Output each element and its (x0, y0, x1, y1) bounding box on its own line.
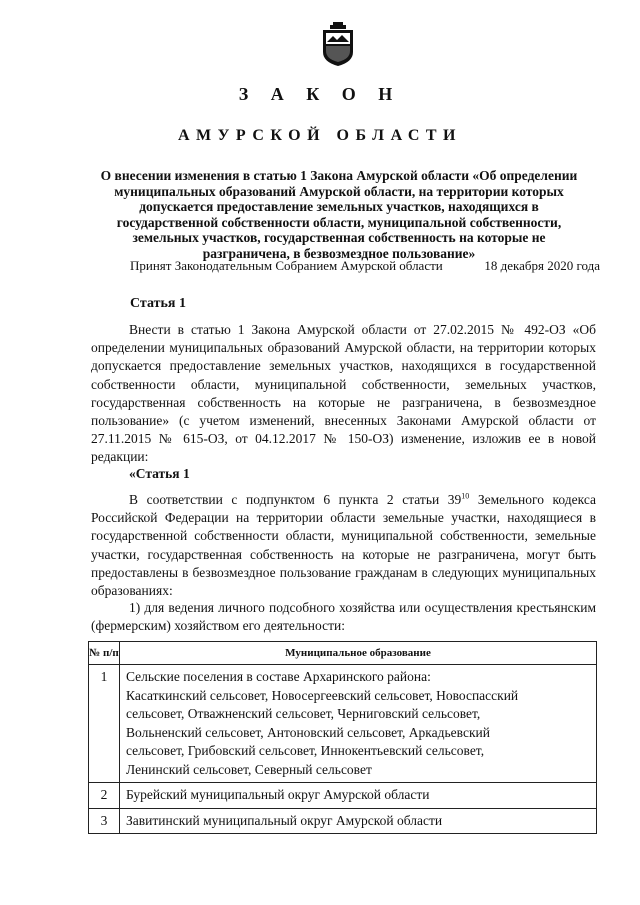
row-line: Вольненский сельсовет, Антоновский сельсовет, Аркадьевский (126, 724, 490, 740)
row-line: сельсовет, Грибовский сельсовет, Иннокентьевский сельсовет, (126, 743, 485, 758)
list-item-1: 1) для ведения личного подсобного хозяйства или осуществления крестьянским (фермерским) хозяйством его деятельности: (91, 600, 596, 634)
article-paragraph: Внести в статью 1 Закона Амурской области от 27.02.2015 № 492-ОЗ «Об определении муниципальных образований Амурской области, на территории которых допускается предоставление земельных участков, находящихся в государственной собственности области, муниципальной собственности, земельных участков, государственная собственность на которые не разграничена, в безвозмездное пользование» (с учетом изменений, внесенных Законами Амурской области от 27.11.2015 № 615-ОЗ, от 04.12.2017 № 150-ОЗ) изменение, изложив ее в новой редакции: (91, 322, 596, 465)
new-article-heading: «Статья 1 (129, 466, 190, 481)
row-number: 3 (89, 808, 120, 834)
new-article-paragraph (91, 491, 596, 600)
paragraph-text-after: Земельного кодекса Российской Федерации на территории области земельные участки, находящиеся в государственной собственности области, муниципальной собственности, земельные участки, государственная собственность на которые не разграничена, могут быть предоставлены в безвозмездное пользование гражданам в следующих муниципальных образованиях: (91, 492, 597, 599)
row-line: Касаткинский сельсовет, Новосергеевский сельсовет, Новоспасский (126, 687, 519, 703)
table-row (89, 783, 597, 809)
row-line: Ленинский сельсовет, Северный сельсовет (126, 761, 372, 777)
document-title: З А К О Н (238, 84, 402, 104)
article-superscript: 10 (461, 491, 470, 501)
table-header-row (89, 642, 597, 665)
row-municipality: Бурейский муниципальный округ Амурской области (120, 783, 597, 809)
header-municipality: Муниципальное образование (120, 642, 597, 665)
row-number: 2 (89, 783, 120, 809)
document-subtitle: АМУРСКОЙ ОБЛАСТИ (178, 127, 462, 144)
coat-of-arms-emblem (321, 22, 355, 66)
article-heading: Статья 1 (130, 296, 186, 311)
municipalities-table (88, 641, 597, 834)
law-heading: О внесении изменения в статью 1 Закона Амурской области «Об определении муниципальных образований Амурской области, на территории которых допускается предоставление земельных участков, находящихся в государственной собственности области, муниципальной собственности, земельных участков, государственная собственность на которые не разграничена, в безвозмездное пользование» (100, 168, 578, 261)
paragraph-text-before: В соответствии с подпунктом 6 пункта 2 статьи 39 (129, 492, 462, 507)
row-line: сельсовет, Отважненский сельсовет, Черниговский сельсовет, (126, 706, 481, 721)
header-number: № п/п (89, 642, 120, 665)
adoption-text: Принят Законодательным Собранием Амурской области (130, 258, 443, 273)
adoption-date: 18 декабря 2020 года (484, 258, 600, 273)
table-row (89, 665, 597, 783)
row-municipality: Завитинский муниципальный округ Амурской области (120, 808, 597, 834)
row-municipality (120, 665, 597, 783)
row-line: Сельские поселения в составе Архаринского района: (126, 669, 431, 684)
table-row (89, 808, 597, 834)
adoption-line (130, 258, 600, 274)
row-number: 1 (89, 665, 120, 783)
